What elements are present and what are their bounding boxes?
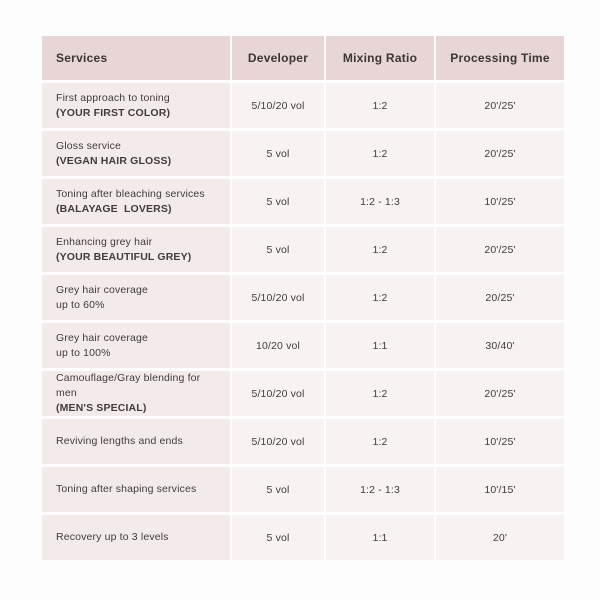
table-row <box>42 371 564 416</box>
table-row <box>42 179 564 224</box>
service-subtitle: (YOUR BEAUTIFUL GREY) <box>56 250 192 263</box>
processing-time-cell: 20'/25' <box>436 227 564 272</box>
table-row <box>42 467 564 512</box>
mixing-ratio-cell: 1:2 <box>326 419 434 464</box>
mixing-ratio-cell: 1:2 <box>326 83 434 128</box>
header-mixing-ratio: Mixing Ratio <box>326 36 434 80</box>
developer-cell: 5 vol <box>232 179 324 224</box>
service-cell <box>42 323 230 368</box>
mixing-ratio-cell: 1:2 <box>326 131 434 176</box>
processing-time-cell: 30/40' <box>436 323 564 368</box>
service-subtitle: (BALAYAGE LOVERS) <box>56 202 172 215</box>
developer-cell: 5 vol <box>232 467 324 512</box>
service-name: First approach to toning <box>56 91 170 104</box>
service-cell <box>42 275 230 320</box>
processing-time-cell: 20/25' <box>436 275 564 320</box>
mixing-ratio-cell: 1:1 <box>326 515 434 560</box>
developer-cell: 5 vol <box>232 515 324 560</box>
service-subtitle: up to 60% <box>56 298 105 311</box>
mixing-ratio-cell: 1:2 <box>326 275 434 320</box>
service-subtitle: (YOUR FIRST COLOR) <box>56 106 171 119</box>
header-developer: Developer <box>232 36 324 80</box>
processing-time-cell: 10'/15' <box>436 467 564 512</box>
services-table <box>40 33 566 563</box>
table-row <box>42 83 564 128</box>
processing-time-cell: 20'/25' <box>436 83 564 128</box>
service-cell <box>42 131 230 176</box>
mixing-ratio-cell: 1:2 <box>326 227 434 272</box>
table-row <box>42 515 564 560</box>
mixing-ratio-cell: 1:2 - 1:3 <box>326 179 434 224</box>
service-cell <box>42 227 230 272</box>
developer-cell: 10/20 vol <box>232 323 324 368</box>
service-cell <box>42 83 230 128</box>
service-cell <box>42 515 230 560</box>
table-row <box>42 419 564 464</box>
table-row <box>42 227 564 272</box>
service-subtitle: (VEGAN HAIR GLOSS) <box>56 154 172 167</box>
mixing-ratio-cell: 1:1 <box>326 323 434 368</box>
processing-time-cell: 20'/25' <box>436 131 564 176</box>
mixing-ratio-cell: 1:2 <box>326 371 434 416</box>
service-cell <box>42 419 230 464</box>
table-row <box>42 131 564 176</box>
developer-cell: 5/10/20 vol <box>232 83 324 128</box>
developer-cell: 5/10/20 vol <box>232 275 324 320</box>
service-name: Reviving lengths and ends <box>56 435 183 448</box>
service-name: Toning after shaping services <box>56 483 197 496</box>
header-services: Services <box>42 36 230 80</box>
table-header-row <box>42 36 564 80</box>
processing-time-cell: 10'/25' <box>436 419 564 464</box>
table-body <box>42 83 564 560</box>
service-name: Recovery up to 3 levels <box>56 531 169 544</box>
processing-time-cell: 10'/25' <box>436 179 564 224</box>
table-row <box>42 275 564 320</box>
header-processing-time: Processing Time <box>436 36 564 80</box>
developer-cell: 5 vol <box>232 131 324 176</box>
developer-cell: 5 vol <box>232 227 324 272</box>
service-name: Grey hair coverage <box>56 283 148 296</box>
table-row <box>42 323 564 368</box>
processing-time-cell: 20' <box>436 515 564 560</box>
service-cell <box>42 371 230 416</box>
service-name: Grey hair coverage <box>56 331 148 344</box>
service-name: Toning after bleaching services <box>56 187 205 200</box>
service-name: Camouflage/Gray blending for men <box>56 372 204 400</box>
processing-time-cell: 20'/25' <box>436 371 564 416</box>
service-cell <box>42 179 230 224</box>
service-subtitle: up to 100% <box>56 346 111 359</box>
developer-cell: 5/10/20 vol <box>232 371 324 416</box>
service-subtitle: (MEN'S SPECIAL) <box>56 401 147 414</box>
developer-cell: 5/10/20 vol <box>232 419 324 464</box>
service-cell <box>42 467 230 512</box>
mixing-ratio-cell: 1:2 - 1:3 <box>326 467 434 512</box>
service-name: Gloss service <box>56 139 121 152</box>
service-name: Enhancing grey hair <box>56 235 153 248</box>
